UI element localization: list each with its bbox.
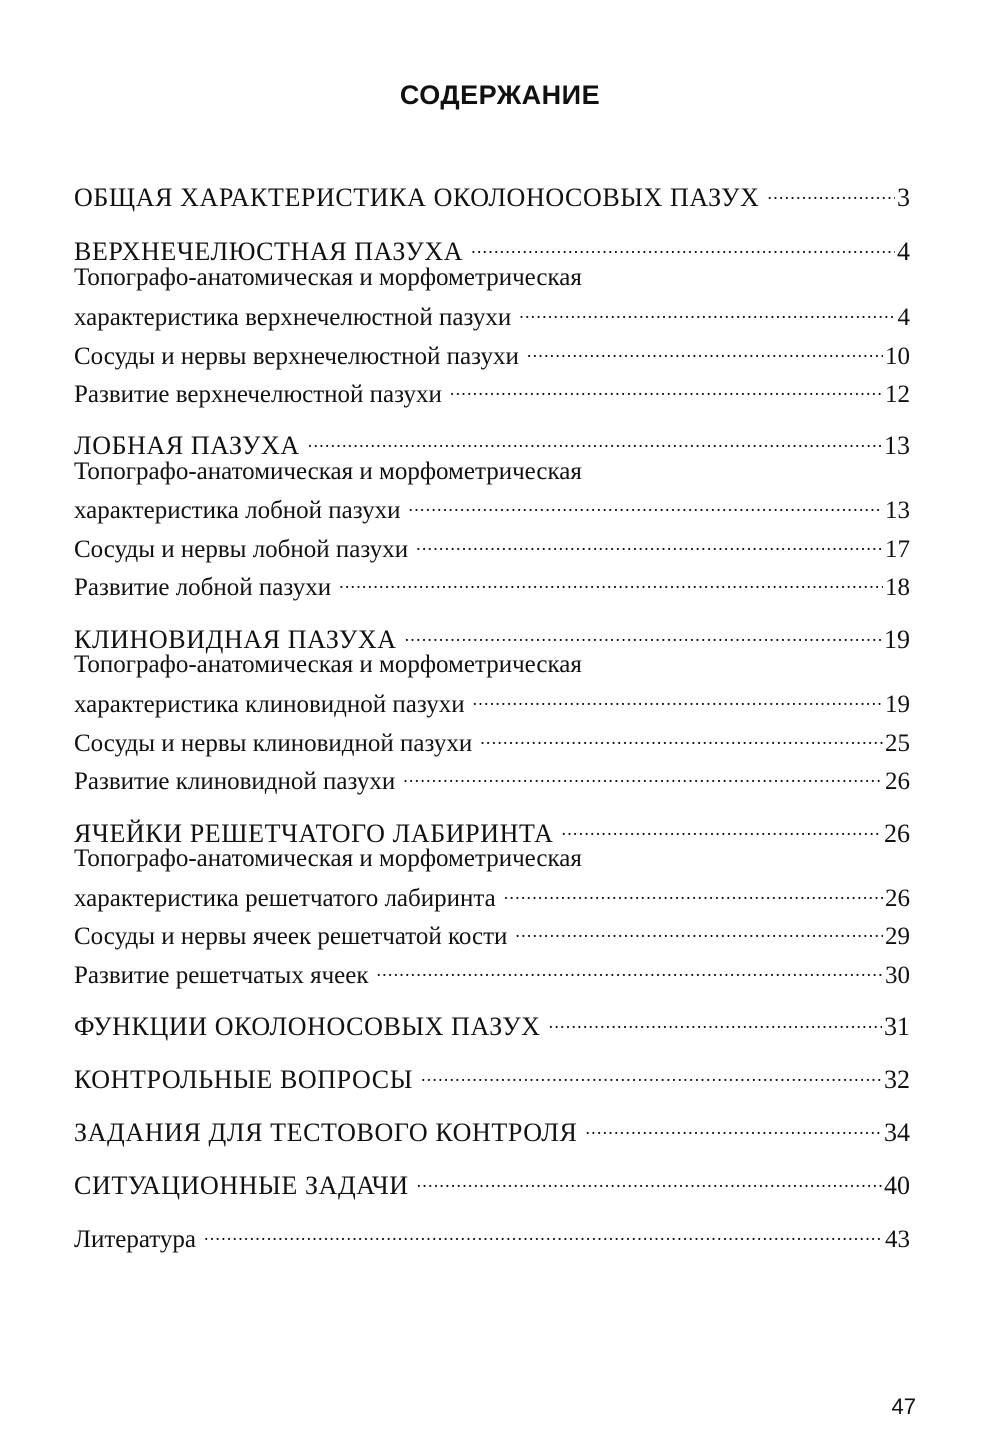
dot-leader (768, 176, 896, 206)
dot-leader (403, 759, 883, 789)
toc-entry-ethmoid-vessels[interactable] (74, 914, 910, 952)
toc-entry-page: 26 (885, 885, 910, 912)
toc-entry-label: Развитие решетчатых ячеек (74, 962, 369, 989)
toc-entry-literature[interactable] (74, 1217, 910, 1255)
toc-entry-sphenoid-vessels[interactable] (74, 721, 910, 759)
toc-entry-label: характеристика верхнечелюстной пазухи (74, 304, 512, 331)
toc-entry-page: 34 (884, 1118, 910, 1147)
toc-section-label: ЗАДАНИЯ ДЛЯ ТЕСТОВОГО КОНТРОЛЯ (74, 1118, 578, 1147)
toc-entry-page: 12 (885, 381, 910, 408)
toc-entry-label: Сосуды и нервы верхнечелюстной пазухи (74, 343, 519, 370)
dot-leader (471, 230, 895, 260)
toc-entry-maxillary-development[interactable] (74, 372, 910, 410)
toc-entry-label: Развитие клиновидной пазухи (74, 768, 396, 795)
toc-entry-label: Сосуды и нервы лобной пазухи (74, 536, 409, 563)
toc-entry-label-line1: Топографо-анатомическая и морфометрическая (74, 458, 582, 485)
toc-entry-label: Сосуды и нервы ячеек решетчатой кости (74, 923, 508, 950)
toc-section-tests[interactable] (74, 1111, 910, 1148)
toc-section-frontal[interactable] (74, 424, 910, 461)
dot-leader (519, 295, 895, 325)
toc-section-questions[interactable] (74, 1058, 910, 1095)
toc-entry-label-line1: Топографо-анатомическая и морфометрическая (74, 264, 582, 291)
toc-entry-page: 43 (885, 1226, 910, 1253)
toc-section-label: КЛИНОВИДНАЯ ПАЗУХА (74, 625, 397, 654)
dot-leader (549, 1005, 882, 1035)
dot-leader (339, 565, 883, 595)
dot-leader (416, 527, 883, 557)
toc-entry-page: 4 (897, 237, 910, 266)
toc-entry-label: характеристика лобной пазухи (74, 497, 401, 524)
toc-entry-page: 10 (885, 343, 910, 370)
toc-entry-page: 3 (897, 183, 910, 212)
toc-entry-page: 26 (885, 768, 910, 795)
dot-leader (450, 372, 883, 402)
toc-entry-page: 25 (885, 730, 910, 757)
toc-entry-page: 18 (885, 574, 910, 601)
toc-entry-general[interactable] (74, 176, 910, 213)
toc-entry-label-line1: Топографо-анатомическая и морфометрическая (74, 845, 582, 872)
dot-leader (515, 914, 883, 944)
dot-leader (585, 1111, 882, 1141)
toc-entry-label-line1: Топографо-анатомическая и морфометрическая (74, 651, 582, 678)
toc-entry-maxillary-vessels[interactable] (74, 334, 910, 372)
toc-entry-label: характеристика клиновидной пазухи (74, 691, 465, 718)
toc-section-label: ЛОБНАЯ ПАЗУХА (74, 431, 300, 460)
toc-entry-page: 40 (884, 1171, 910, 1200)
toc-entry-ethmoid-development[interactable] (74, 953, 910, 991)
toc-entry-ethmoid-topo[interactable] (74, 876, 910, 914)
page-number: 47 (891, 1394, 916, 1419)
page-title: СОДЕРЖАНИЕ (399, 80, 601, 110)
toc-entry-page: 17 (885, 536, 910, 563)
toc-entry-page: 19 (885, 691, 910, 718)
dot-leader (409, 488, 883, 518)
toc-entry-label: Развитие лобной пазухи (74, 574, 332, 601)
toc-section-label: ЯЧЕЙКИ РЕШЕТЧАТОГО ЛАБИРИНТА (74, 819, 554, 848)
toc-entry-page: 29 (885, 923, 910, 950)
toc-entry-page: 4 (897, 304, 910, 331)
toc-entry-frontal-vessels[interactable] (74, 527, 910, 565)
dot-leader (473, 682, 883, 712)
toc-section-cases[interactable] (74, 1164, 910, 1201)
toc-entry-page: 13 (885, 497, 910, 524)
dot-leader (204, 1217, 883, 1247)
dot-leader (376, 953, 883, 983)
toc-entry-label: Развитие верхнечелюстной пазухи (74, 381, 442, 408)
dot-leader (405, 618, 882, 648)
toc-entry-page: 19 (884, 625, 910, 654)
toc-entry-page: 30 (885, 962, 910, 989)
dot-leader (504, 876, 883, 906)
toc-section-label: КОНТРОЛЬНЫЕ ВОПРОСЫ (74, 1065, 413, 1094)
dot-leader (421, 1058, 882, 1088)
toc-entry-page: 26 (884, 819, 910, 848)
toc-entry-label: Литература (74, 1226, 196, 1253)
toc-section-maxillary[interactable] (74, 230, 910, 267)
toc-entry-frontal-topo[interactable] (74, 488, 910, 526)
dot-leader (562, 812, 882, 842)
toc-section-label: СИТУАЦИОННЫЕ ЗАДАЧИ (74, 1171, 409, 1200)
dot-leader (308, 424, 882, 454)
toc-entry-sphenoid-topo[interactable] (74, 682, 910, 720)
toc-entry-sphenoid-development[interactable] (74, 759, 910, 797)
toc-entry-label: характеристика решетчатого лабиринта (74, 885, 496, 912)
dot-leader (480, 721, 883, 751)
toc-entry-maxillary-topo[interactable] (74, 295, 910, 333)
toc-entry-page: 32 (884, 1065, 910, 1094)
toc-entry-label: ОБЩАЯ ХАРАКТЕРИСТИКА ОКОЛОНОСОВЫХ ПАЗУХ (74, 183, 760, 212)
toc-section-label: ВЕРХНЕЧЕЛЮСТНАЯ ПАЗУХА (74, 237, 464, 266)
toc-section-functions[interactable] (74, 1005, 910, 1042)
toc-entry-label: Сосуды и нервы клиновидной пазухи (74, 730, 473, 757)
dot-leader (417, 1164, 882, 1194)
toc-section-label: ФУНКЦИИ ОКОЛОНОСОВЫХ ПАЗУХ (74, 1012, 541, 1041)
toc-entry-frontal-development[interactable] (74, 565, 910, 603)
dot-leader (527, 334, 883, 364)
toc-entry-page: 13 (884, 431, 910, 460)
toc-entry-page: 31 (884, 1012, 910, 1041)
